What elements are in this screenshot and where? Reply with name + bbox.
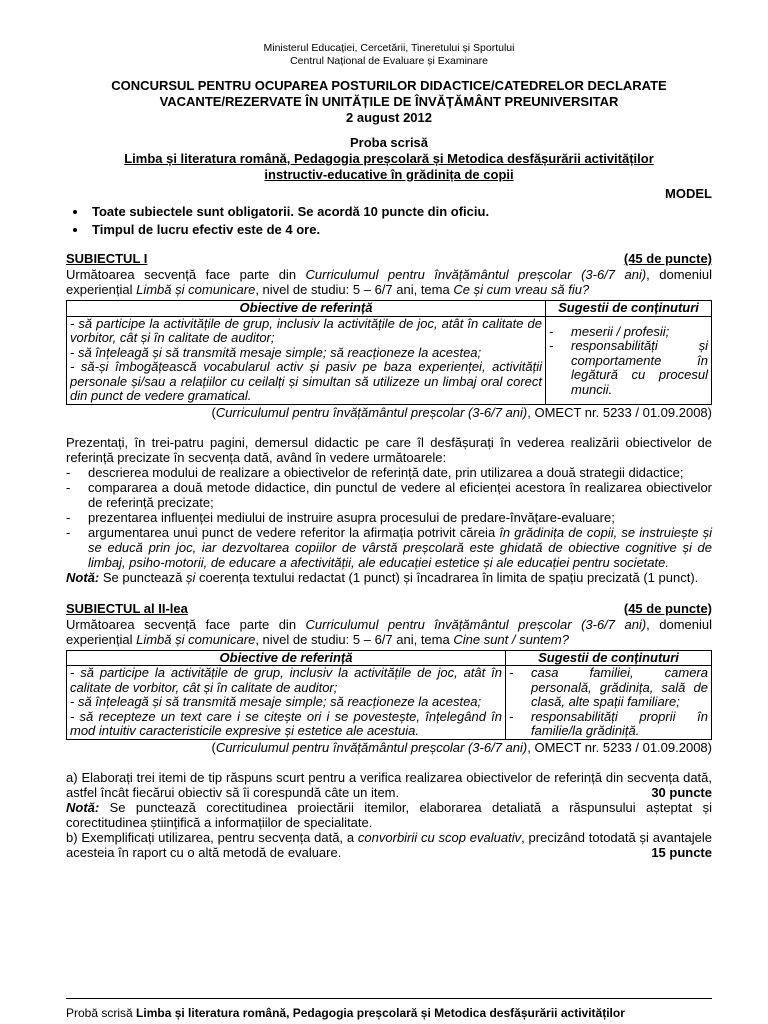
source-title: Curriculumul pentru învățământul preșcolar (3-6/7 ani) [215,404,528,420]
ministry-name: Ministerul Educației, Cercetării, Tineretului și Sportului [263,42,515,54]
proba-label: Proba scrisă [349,135,429,150]
task-b: b) Exemplificați utilizarea, pentru secvența dată, a convorbirii cu scop evaluativ, precizând totodată și avantajele acesteia în raport cu o altă metodă de evaluare. 15 puncte [66,829,713,860]
rule-item: • Toate subiectele sunt obligatorii. Se acordă 10 puncte din oficiu. [88,203,712,221]
suggestions-cell [506,666,712,740]
subject-2-points: (45 de puncte) [623,600,712,616]
task-item: - prezentarea influenței mediului de instruire asupra procesului de predare-învățare-evaluare; [66,509,615,525]
subject-line1: Limba și literatura română, Pedagogia preșcolară și Metodica desfășurării activităților [124,151,654,166]
subject-1-intro [66,267,712,297]
task-a: a) Elaborați trei itemi de tip răspuns scurt pentru a verifica realizarea obiectivelor de referință din secvența dată, astfel încât fiecărui obiectiv să îi corespundă câte un item. 30 puncte [66,769,712,800]
suggestion-item: - responsabilități și comportamente în legătură cu procesul muncii. [549,338,708,397]
col-suggestions: Sugestii de conținuturi [546,301,712,317]
source-citation: (Curriculumul pentru învățământul preșcolar (3-6/7 ani), OMECT nr. 5233 / 01.09.2008) [211,739,712,755]
task-item: - descrierea modului de realizare a obiectivelor de referință date, prin utilizarea a două strategii didactice; [66,464,684,480]
exam-date: 2 august 2012 [346,110,432,125]
rules-list [66,203,712,239]
subject-2-note: Notă: Se punctează corectitudinea proiectării itemilor, elaborarea detaliată a răspunsului așteptat și corectitudinea științifică a informațiilor de specialitate. [66,799,712,830]
intro-theme: Ce și cum vreau să fiu? [453,282,590,297]
ministry-header [66,42,712,68]
footer-subject: Limba și literatura română, Pedagogia preșcolară și Metodica desfășurării activităților [136,1006,625,1020]
task-list [66,465,712,570]
contest-title-line2: VACANTE/REZERVATE ÎN UNITĂȚILE DE ÎNVĂȚĂMÂNT PREUNIVERSITAR [159,94,619,109]
contest-title-line1: CONCURSUL PENTRU OCUPAREA POSTURILOR DIDACTICE/CATEDRELOR DECLARATE [111,78,667,93]
subject-1-heading [66,251,712,267]
objectives-cell [67,316,546,404]
objective-item: - să participe la activitățile de grup, inclusiv la activitățile de joc, atât în calitate de vorbitor, cât și în calitate de auditor; [70,315,542,345]
exam-page [66,42,712,860]
objective-item: - să-și îmbogățească vocabularul activ și pasiv pe baza experienței, activității personale și/sau a relațiilor cu ceilalți și simultan să utilizeze un limbaj oral corect din punct de vedere gramatical. [70,359,542,403]
suggestion-item: - responsabilități proprii în familie/la grădiniță. [509,708,708,738]
objectives-table [66,300,712,405]
suggestion-item: - casa familiei, camera personală, grădinița, sală de clasă, alte spații familiare; [509,665,708,709]
subject-2-heading [66,601,712,617]
intro-text: , domeniul experiențial [66,267,712,297]
intro-text: , nivel de studiu: 5 – 6/7 ani, tema [255,282,454,297]
col-objectives: Obiective de referință [67,301,546,317]
suggestion-item: - meserii / profesii; [549,323,670,339]
intro-text: Următoarea secvență face parte din [66,267,306,282]
objective-item: - să înțeleagă și să transmită mesaje simple; să reacționeze la acestea; [70,694,482,709]
note-label: Notă: [66,799,100,815]
objective-item: - să participe la activitățile de grup, inclusiv la activitățile de joc, atât în calitate de vorbitor, cât și în calitate de auditor; [70,665,502,695]
objective-item: - să înțeleagă și să transmită mesaje simple; să reacționeze la acestea; [70,344,482,360]
objectives-cell [67,666,506,740]
model-label: MODEL [665,186,712,201]
exam-subject-block [66,135,712,183]
objectives-table [66,650,712,740]
subject-2-title: SUBIECTUL al II-lea [66,600,188,616]
subject-2-intro: Următoarea secvență face parte din Curriculumul pentru învățământul preșcolar (3-6/7 ani), domeniul experiențial Limbă și comunicare, nivel de studiu: 5 – 6/7 ani, tema Cine sunt / suntem? [66,616,712,647]
center-name: Centrul Național de Evaluare și Examinare [290,55,488,67]
note-label: Notă: [66,569,100,585]
rule-item: • Timpul de lucru efectiv este de 4 ore. [88,221,712,239]
subject-1-points: (45 de puncte) [623,251,712,266]
subject-1-note: Notă: Se punctează și coerența textului redactat (1 punct) și încadrarea în limita de spațiu precizată (1 punct). [66,569,699,585]
task-b-points: 15 puncte [651,844,712,860]
footer-divider [66,998,712,999]
intro-domain: Limbă și comunicare [136,282,256,297]
subject-1-title: SUBIECTUL I [66,251,148,266]
task-intro: Prezentați, în trei-patru pagini, demersul didactic pe care îl desfășurați în vederea realizării obiectivelor de referință precizate în secvența dată, având în vedere următoarele: [66,434,712,465]
col-suggestions: Sugestii de conținuturi [506,650,712,666]
page-footer [66,1006,712,1020]
intro-curriculum: Curriculumul pentru învățământul preșcolar (3-6/7 ani) [305,267,647,282]
source-ref: , OMECT nr. 5233 / 01.09.2008) [527,404,712,420]
subject-line2: instructiv-educative în grădinița de copii [264,167,514,182]
subject-2 [66,601,712,860]
task-item: - argumentarea unui punct de vedere referitor la afirmația potrivit căreia în grădinița de copii, se instruiește și se educă prin joc, iar dezvoltarea copiilor de vârstă preșcolară este ghidată de obiective cognitive și de limbaj, psiho-motorii, de educare a afectivității, ale educației estetice și ale educației pentru societate. [66,524,712,570]
contest-title [66,78,712,126]
task-item: - compararea a două metode didactice, din punctul de vedere al eficienței acestora în realizarea obiectivelor de referință precizate; [66,479,712,510]
subject-1 [66,251,712,585]
objective-item: - să recepteze un text care i se citește ori i se povestește, înțelegând în mod intuitiv caracteristicile expresive și estetice ale acestuia. [70,708,502,738]
suggestions-cell [546,316,712,404]
footer-prefix: Probă scrisă [66,1006,137,1020]
col-objectives: Obiective de referință [67,650,506,666]
source-citation: (Curriculumul pentru învățământul preșcolar (3-6/7 ani), OMECT nr. 5233 / 01.09.2008) [211,404,712,420]
task-a-points: 30 puncte [651,784,712,800]
